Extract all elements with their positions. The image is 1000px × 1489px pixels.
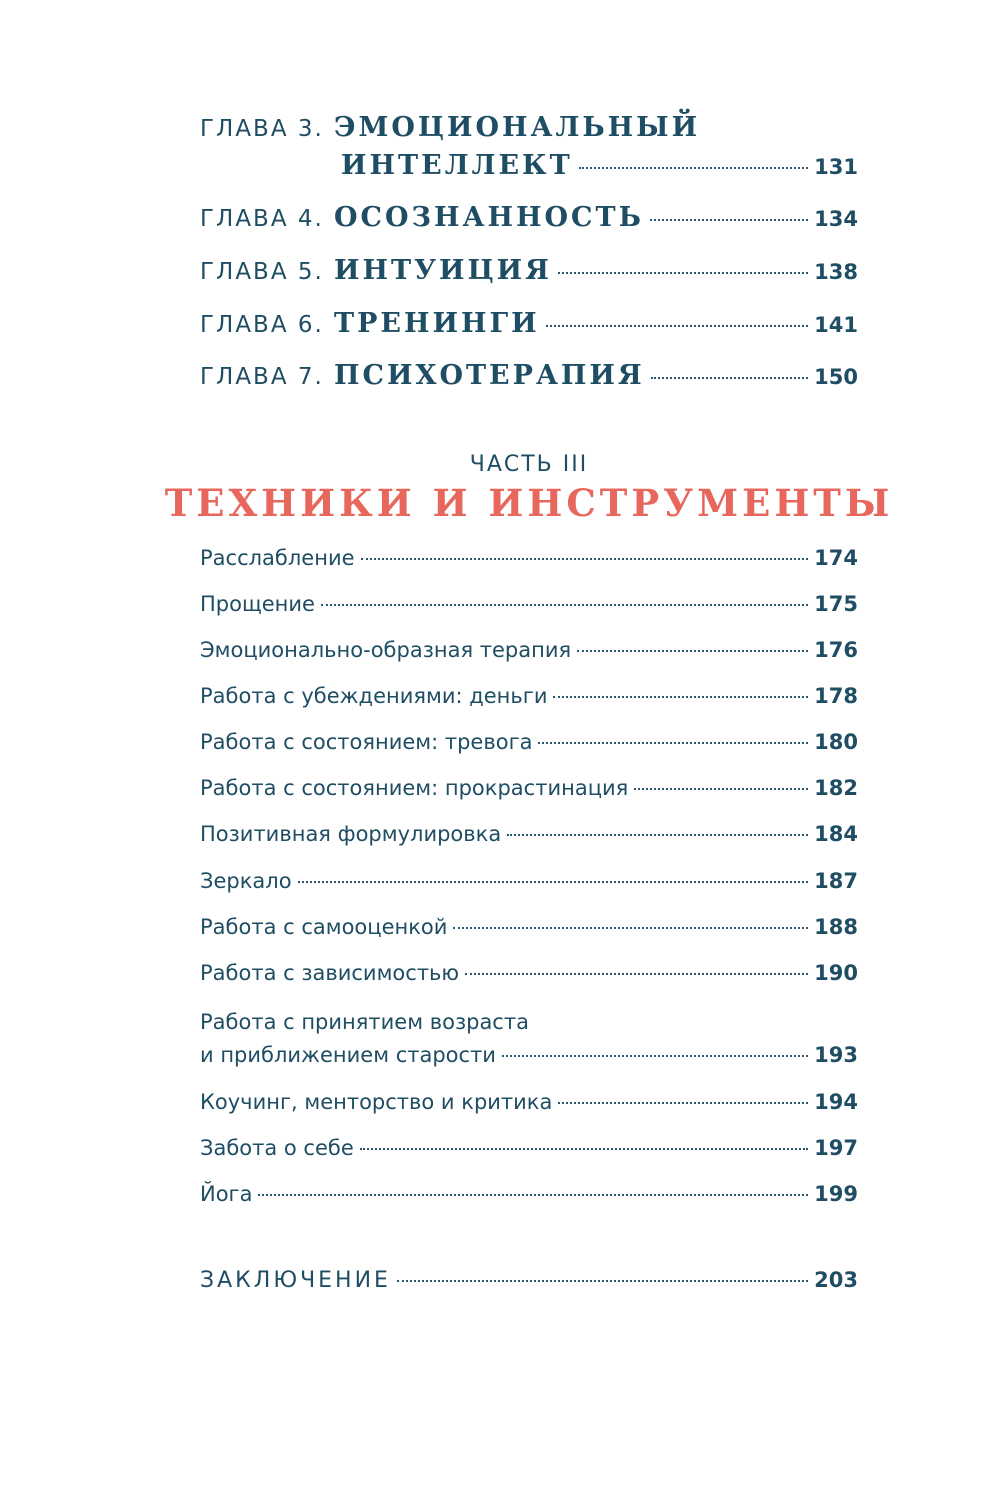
technique-title: Прощение: [200, 592, 315, 616]
toc-technique[interactable]: [200, 638, 858, 662]
chapter-title: ПСИХОТЕРАПИЯ: [334, 360, 645, 391]
dot-leader: [465, 973, 808, 975]
technique-title: Позитивная формулировка: [200, 822, 502, 846]
chapter-label: ГЛАВА 6.: [200, 312, 324, 338]
toc-technique[interactable]: [200, 730, 858, 754]
toc-chapter-4[interactable]: [200, 202, 858, 233]
technique-title: и приближением старости: [200, 1043, 496, 1067]
page-number: 197: [814, 1136, 858, 1160]
technique-title: Коучинг, менторство и критика: [200, 1090, 553, 1114]
dot-leader: [258, 1194, 808, 1196]
page-number: 188: [814, 915, 858, 939]
page-number: 194: [814, 1090, 858, 1114]
technique-title: Забота о себе: [200, 1136, 354, 1160]
technique-title: Работа с самооценкой: [200, 915, 448, 939]
toc-conclusion[interactable]: [200, 1268, 858, 1293]
page-number: 174: [814, 546, 858, 570]
chapter-label: ГЛАВА 4.: [200, 206, 324, 232]
technique-title-line1: Работа с принятием возраста: [200, 1010, 529, 1034]
dot-leader: [502, 1055, 808, 1057]
part-title: ТЕХНИКИ И ИНСТРУМЕНТЫ: [164, 481, 894, 525]
page-number: 150: [814, 365, 858, 389]
technique-title: Зеркало: [200, 869, 292, 893]
part-label: ЧАСТЬ III: [469, 452, 589, 477]
toc-technique[interactable]: [200, 915, 858, 939]
toc-technique[interactable]: [200, 1182, 858, 1206]
chapter-label: ГЛАВА 7.: [200, 364, 324, 390]
dot-leader: [321, 604, 808, 606]
chapter-label: ГЛАВА 5.: [200, 259, 324, 285]
technique-title: Работа с состоянием: тревога: [200, 730, 533, 754]
toc-technique[interactable]: [200, 869, 858, 893]
dot-leader: [453, 927, 808, 929]
page-number: 184: [814, 822, 858, 846]
toc-technique[interactable]: [200, 592, 858, 616]
page-number: 138: [814, 260, 858, 284]
toc-technique[interactable]: [200, 684, 858, 708]
chapter-title: ИНТЕЛЛЕКТ: [341, 150, 573, 181]
chapter-title: ТРЕНИНГИ: [334, 308, 540, 339]
toc-chapter-3[interactable]: [200, 150, 858, 181]
toc-chapter-5[interactable]: [200, 255, 858, 286]
toc-technique[interactable]: [200, 961, 858, 985]
dot-leader: [634, 788, 808, 790]
page-number: 175: [814, 592, 858, 616]
chapter-title-line1: ЭМОЦИОНАЛЬНЫЙ: [334, 112, 701, 143]
toc-technique[interactable]: [200, 1090, 858, 1114]
dot-leader: [651, 377, 808, 379]
chapter-title: ОСОЗНАННОСТЬ: [334, 202, 644, 233]
page-number: 190: [814, 961, 858, 985]
page-number: 180: [814, 730, 858, 754]
dot-leader: [558, 272, 808, 274]
dot-leader: [298, 881, 809, 883]
dot-leader: [360, 1148, 808, 1150]
toc-technique[interactable]: [200, 1136, 858, 1160]
dot-leader: [397, 1280, 808, 1282]
dot-leader: [553, 696, 808, 698]
dot-leader: [558, 1102, 808, 1104]
page-number: 176: [814, 638, 858, 662]
dot-leader: [579, 167, 808, 169]
technique-title: Работа с зависимостью: [200, 961, 460, 985]
page-number: 134: [814, 207, 858, 231]
page-number: 199: [814, 1182, 858, 1206]
conclusion-title: ЗАКЛЮЧЕНИЕ: [200, 1268, 391, 1293]
chapter-title: ИНТУИЦИЯ: [334, 255, 552, 286]
toc-chapter-7[interactable]: [200, 360, 858, 391]
toc-chapter-3-first-line: [200, 112, 858, 143]
technique-title: Расслабление: [200, 546, 355, 570]
page-number: 193: [814, 1043, 858, 1067]
page-number: 187: [814, 869, 858, 893]
dot-leader: [507, 834, 808, 836]
technique-title: Эмоционально-образная терапия: [200, 638, 572, 662]
toc-technique[interactable]: [200, 1043, 858, 1067]
page-number: 141: [814, 313, 858, 337]
toc-technique[interactable]: [200, 776, 858, 800]
page-number: 182: [814, 776, 858, 800]
dot-leader: [546, 325, 808, 327]
dot-leader: [538, 742, 808, 744]
chapter-label: ГЛАВА 3.: [200, 116, 324, 142]
technique-title: Работа с состоянием: прокрастинация: [200, 776, 629, 800]
toc-chapter-6[interactable]: [200, 308, 858, 339]
toc-technique[interactable]: [200, 546, 858, 570]
toc-technique[interactable]: [200, 822, 858, 846]
dot-leader: [361, 558, 809, 560]
technique-title: Йога: [200, 1182, 253, 1206]
dot-leader: [650, 219, 808, 221]
technique-title: Работа с убеждениями: деньги: [200, 684, 548, 708]
page-number: 178: [814, 684, 858, 708]
dot-leader: [577, 650, 808, 652]
page-number: 131: [814, 155, 858, 179]
page-number: 203: [814, 1268, 858, 1292]
